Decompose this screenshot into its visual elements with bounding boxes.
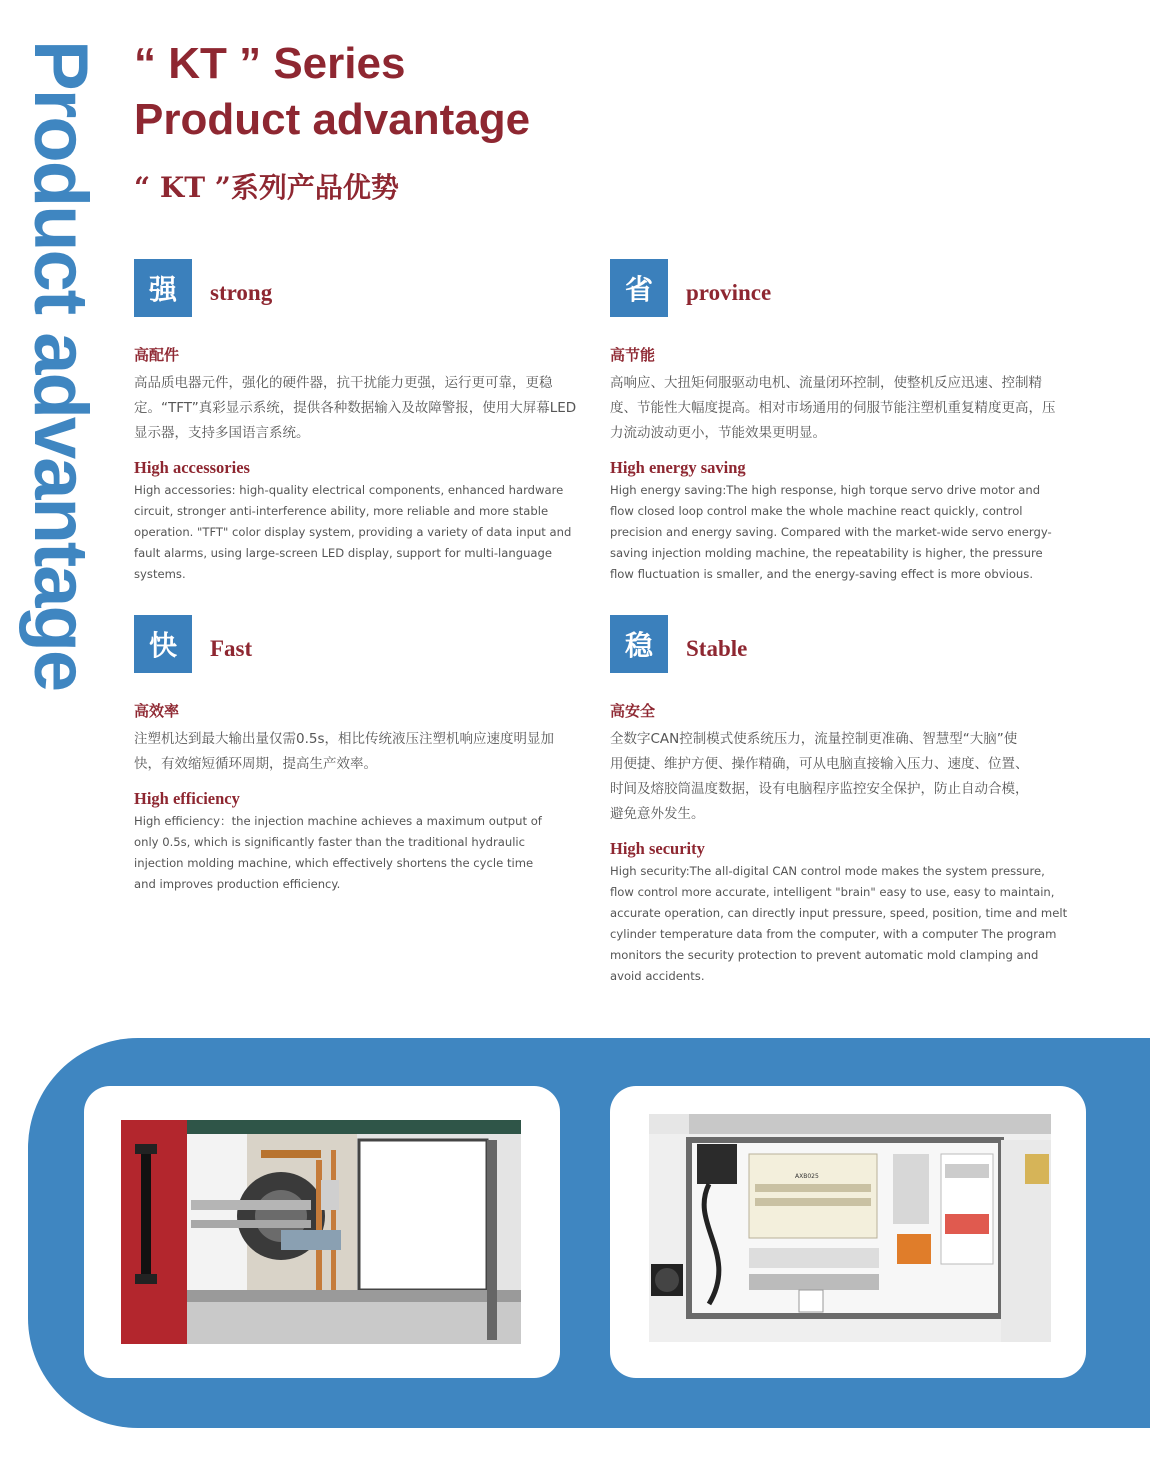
machine-photo (121, 1120, 521, 1344)
feature-badge: 快 (134, 615, 192, 673)
feature-en-title: High security (610, 839, 705, 858)
panel-label: AXB025 (795, 1173, 819, 1180)
feature-en-text: High accessories: high-quality electrical components, enhanced hardware circuit, stronger anti-interference ability, more reliable and more stable operation. "TFT" color display system, providing a variety of data input and fault alarms, using large-screen LED display, support for multi-language systems. (134, 483, 572, 581)
feature-name: province (686, 280, 772, 305)
feature-cn-title: 高效率 (134, 702, 180, 720)
photo-card-control-cabinet (610, 1086, 1086, 1378)
feature-badge: 稳 (610, 615, 668, 673)
feature-province (610, 258, 1066, 585)
feature-en-title: High accessories (134, 458, 250, 477)
vertical-title (18, 40, 103, 820)
feature-stable (610, 614, 1068, 987)
feature-header (610, 614, 1068, 674)
feature-cn-title: 高配件 (134, 346, 180, 364)
header-title (134, 36, 530, 148)
feature-badge: 省 (610, 259, 668, 317)
feature-strong (134, 258, 584, 585)
feature-cn-text: 高响应、大扭矩伺服驱动电机、流量闭环控制，使整机反应迅速、控制精度、节能性大幅度提高。相对市场通用的伺服节能注塑机重复精度更高，压力流动波动更小，节能效果更明显。 (610, 375, 1056, 441)
header-line2: Product advantage (134, 95, 531, 144)
control-cabinet-photo (649, 1114, 1051, 1342)
feature-name: Fast (210, 636, 253, 661)
feature-cn-text: 高品质电器元件，强化的硬件器，抗干扰能力更强，运行更可靠，更稳定。“TFT”真彩显示系统，提供各种数据输入及故障警报，使用大屏幕LED显示器，支持多国语言系统。 (134, 375, 577, 441)
feature-en-text: High security:The all-digital CAN control mode makes the system pressure, flow control more accurate, intelligent "brain" easy to use, easy to maintain, accurate operation, can directly input pressure, speed, position, time and melt cylinder temperature data from the computer, with a computer The program monitors the security protection to prevent automatic mold clamping and avoid accidents. (610, 864, 1068, 983)
vertical-title-text: Product advantage (18, 40, 103, 691)
feature-cn-title: 高安全 (610, 702, 656, 720)
feature-cn-title: 高节能 (610, 346, 656, 364)
feature-en-title: High efficiency (134, 789, 240, 808)
header-line1: “ KT ” Series (134, 39, 406, 88)
feature-fast (134, 614, 554, 895)
header-cn-title: “ KT ”系列产品优势 (134, 171, 399, 204)
photo-card-machine (84, 1086, 560, 1378)
feature-badge: 强 (134, 259, 192, 317)
feature-header (610, 258, 1066, 318)
feature-name: strong (210, 280, 273, 305)
feature-en-text: High efficiency：the injection machine achieves a maximum output of only 0.5s, which is significantly faster than the traditional hydraulic injection molding machine, which effectively shortens the cycle time and improves production efficiency. (134, 814, 542, 891)
feature-cn-text: 全数字CAN控制模式使系统压力，流量控制更准确、智慧型“大脑”使用便捷、维护方便、操作精确，可从电脑直接输入压力、速度、位置、时间及熔胶筒温度数据，设有电脑程序监控安全保护，防止自动合模，避免意外发生。 (610, 731, 1029, 822)
feature-name: Stable (686, 636, 748, 661)
feature-header (134, 614, 554, 674)
feature-cn-text: 注塑机达到最大输出量仅需0.5s，相比传统液压注塑机响应速度明显加快，有效缩短循环周期，提高生产效率。 (134, 731, 555, 772)
feature-en-title: High energy saving (610, 458, 746, 477)
feature-en-text: High energy saving:The high response, high torque servo drive motor and flow closed loop control make the whole machine react quickly, control precision and energy saving. Compared with the market-wide servo energy-saving injection molding machine, the repeatability is higher, the pressure flow fluctuation is smaller, and the energy-saving effect is more obvious. (610, 483, 1052, 581)
feature-header (134, 258, 584, 318)
